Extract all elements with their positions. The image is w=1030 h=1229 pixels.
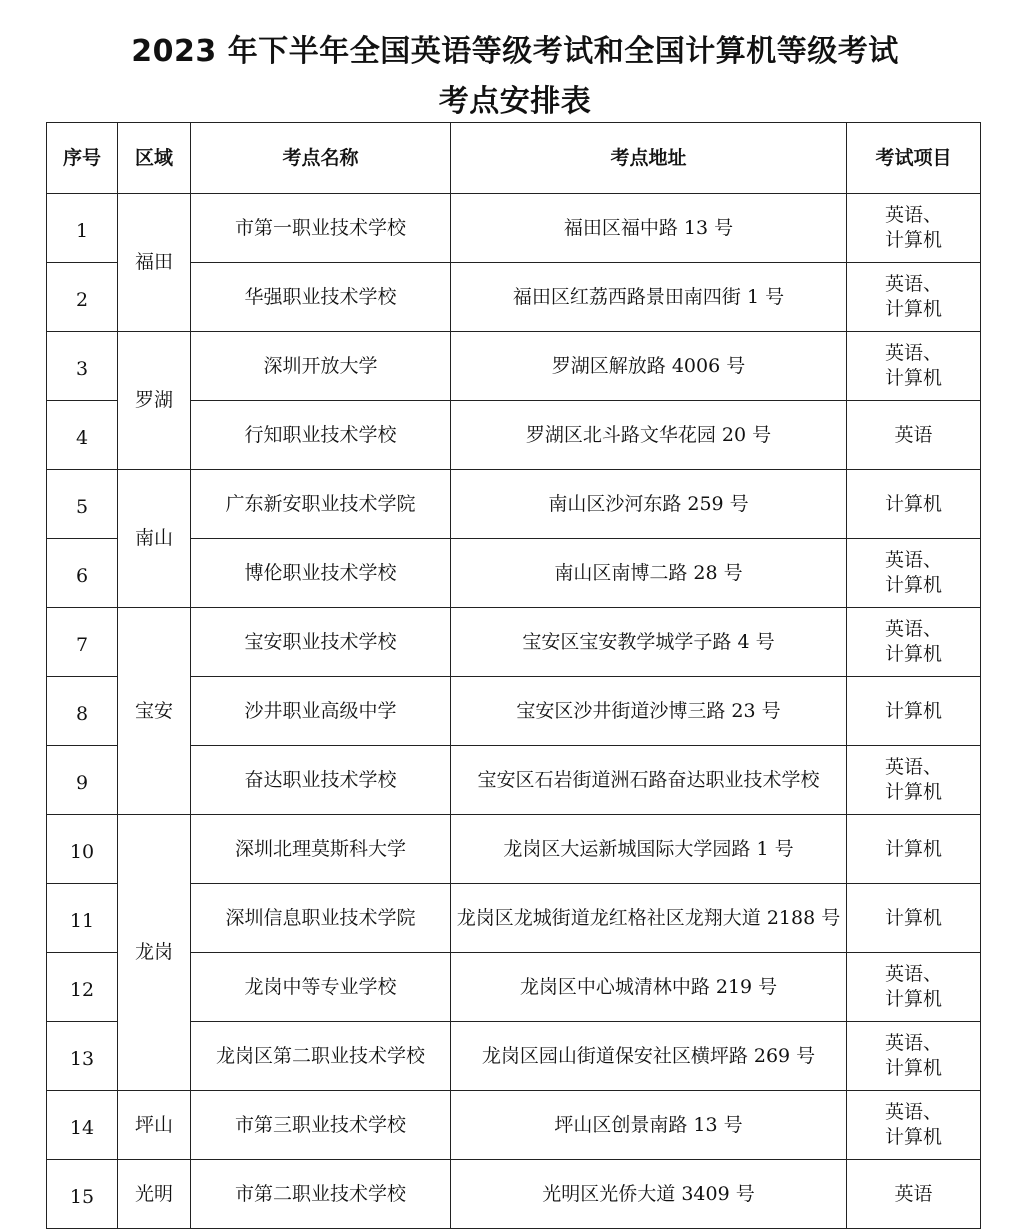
cell-site-address: 龙岗区园山街道保安社区横坪路 269 号	[451, 1022, 847, 1091]
cell-site-address: 宝安区宝安教学城学子路 4 号	[451, 608, 847, 677]
table-row	[47, 1160, 981, 1229]
document-title-line-1: 2023 年下半年全国英语等级考试和全国计算机等级考试	[131, 34, 899, 69]
cell-site-address: 罗湖区北斗路文华花园 20 号	[451, 401, 847, 470]
exam-sites-table	[46, 122, 981, 1229]
cell-region: 光明	[118, 1160, 191, 1229]
cell-site-name: 广东新安职业技术学院	[191, 470, 451, 539]
cell-region: 南山	[118, 470, 191, 608]
cell-serial: 10	[47, 815, 118, 884]
table-row	[47, 332, 981, 401]
header-site-name: 考点名称	[191, 123, 451, 194]
cell-site-name: 深圳信息职业技术学院	[191, 884, 451, 953]
cell-exam-subject: 英语、 计算机	[847, 953, 981, 1022]
cell-site-name: 宝安职业技术学校	[191, 608, 451, 677]
cell-serial: 13	[47, 1022, 118, 1091]
cell-exam-subject: 英语、 计算机	[847, 1022, 981, 1091]
cell-exam-subject: 计算机	[847, 677, 981, 746]
table-row	[47, 608, 981, 677]
cell-serial: 6	[47, 539, 118, 608]
cell-site-address: 龙岗区大运新城国际大学园路 1 号	[451, 815, 847, 884]
cell-site-address: 福田区福中路 13 号	[451, 194, 847, 263]
cell-serial: 3	[47, 332, 118, 401]
cell-site-name: 市第一职业技术学校	[191, 194, 451, 263]
table-header-row	[47, 123, 981, 194]
cell-exam-subject: 英语、 计算机	[847, 1091, 981, 1160]
header-serial: 序号	[47, 123, 118, 194]
cell-exam-subject: 英语	[847, 401, 981, 470]
cell-site-address: 宝安区石岩街道洲石路奋达职业技术学校	[451, 746, 847, 815]
cell-exam-subject: 英语、 计算机	[847, 263, 981, 332]
cell-site-address: 南山区沙河东路 259 号	[451, 470, 847, 539]
cell-site-name: 行知职业技术学校	[191, 401, 451, 470]
table-row	[47, 815, 981, 884]
cell-site-name: 深圳开放大学	[191, 332, 451, 401]
table-body	[47, 194, 981, 1229]
table-row	[47, 470, 981, 539]
cell-serial: 14	[47, 1091, 118, 1160]
cell-region: 罗湖	[118, 332, 191, 470]
cell-exam-subject: 英语、 计算机	[847, 608, 981, 677]
cell-site-address: 南山区南博二路 28 号	[451, 539, 847, 608]
cell-site-address: 宝安区沙井街道沙博三路 23 号	[451, 677, 847, 746]
cell-region: 龙岗	[118, 815, 191, 1091]
cell-site-name: 博伦职业技术学校	[191, 539, 451, 608]
cell-serial: 2	[47, 263, 118, 332]
cell-site-address: 坪山区创景南路 13 号	[451, 1091, 847, 1160]
header-exam-subject: 考试项目	[847, 123, 981, 194]
cell-exam-subject: 计算机	[847, 470, 981, 539]
cell-site-address: 福田区红荔西路景田南四街 1 号	[451, 263, 847, 332]
cell-serial: 11	[47, 884, 118, 953]
cell-site-name: 龙岗区第二职业技术学校	[191, 1022, 451, 1091]
table-row	[47, 1091, 981, 1160]
cell-exam-subject: 英语、 计算机	[847, 539, 981, 608]
cell-serial: 15	[47, 1160, 118, 1229]
cell-site-address: 龙岗区龙城街道龙红格社区龙翔大道 2188 号	[451, 884, 847, 953]
cell-exam-subject: 英语、 计算机	[847, 746, 981, 815]
cell-serial: 8	[47, 677, 118, 746]
cell-exam-subject: 英语	[847, 1160, 981, 1229]
cell-serial: 4	[47, 401, 118, 470]
cell-exam-subject: 英语、 计算机	[847, 194, 981, 263]
cell-serial: 7	[47, 608, 118, 677]
cell-site-name: 沙井职业高级中学	[191, 677, 451, 746]
cell-exam-subject: 英语、 计算机	[847, 332, 981, 401]
cell-serial: 9	[47, 746, 118, 815]
cell-region: 坪山	[118, 1091, 191, 1160]
cell-site-name: 奋达职业技术学校	[191, 746, 451, 815]
cell-region: 福田	[118, 194, 191, 332]
document-title-line-2: 考点安排表	[438, 84, 592, 119]
cell-site-address: 龙岗区中心城清林中路 219 号	[451, 953, 847, 1022]
cell-serial: 5	[47, 470, 118, 539]
cell-site-name: 华强职业技术学校	[191, 263, 451, 332]
table-row	[47, 194, 981, 263]
cell-site-name: 深圳北理莫斯科大学	[191, 815, 451, 884]
cell-serial: 1	[47, 194, 118, 263]
cell-exam-subject: 计算机	[847, 884, 981, 953]
header-region: 区域	[118, 123, 191, 194]
cell-exam-subject: 计算机	[847, 815, 981, 884]
cell-site-name: 龙岗中等专业学校	[191, 953, 451, 1022]
cell-site-name: 市第二职业技术学校	[191, 1160, 451, 1229]
cell-serial: 12	[47, 953, 118, 1022]
cell-site-address: 光明区光侨大道 3409 号	[451, 1160, 847, 1229]
cell-region: 宝安	[118, 608, 191, 815]
header-site-address: 考点地址	[451, 123, 847, 194]
cell-site-address: 罗湖区解放路 4006 号	[451, 332, 847, 401]
cell-site-name: 市第三职业技术学校	[191, 1091, 451, 1160]
